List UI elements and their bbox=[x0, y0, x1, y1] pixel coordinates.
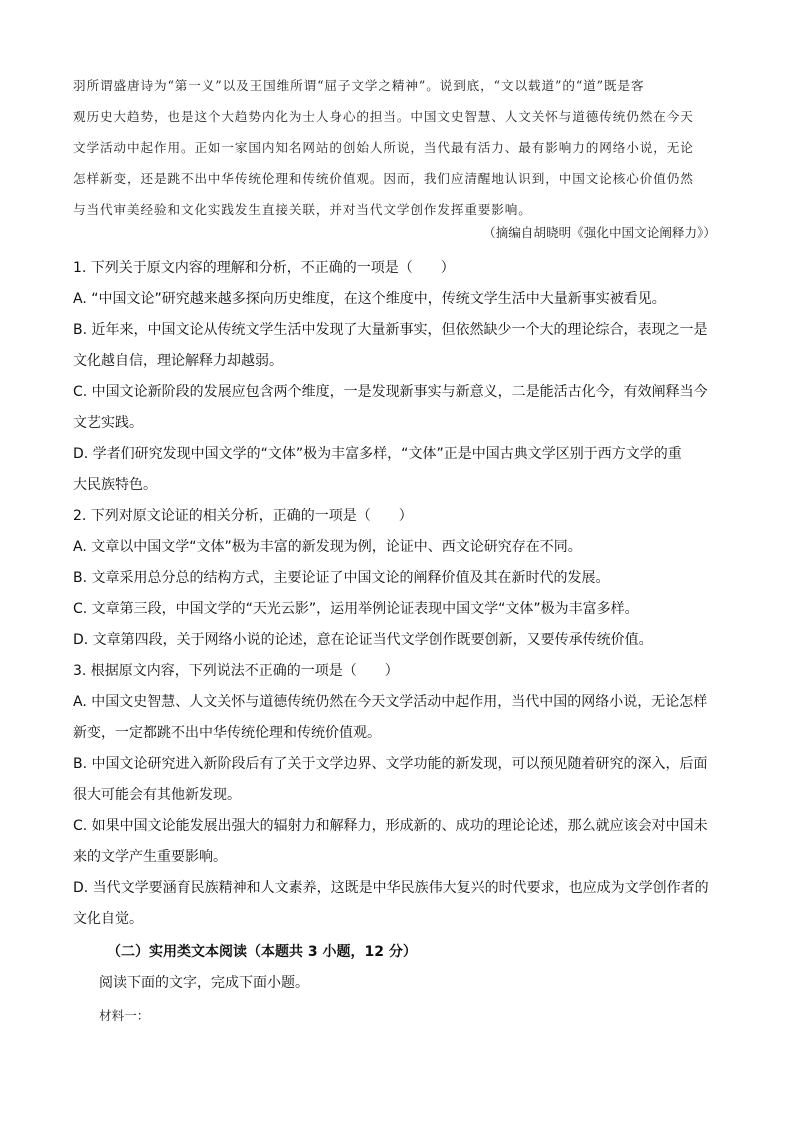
q1-option-c: C. 中国文论新阶段的发展应包含两个维度，一是发现新事实与新意义，二是能活古化今，有效阐释当今 bbox=[73, 384, 708, 400]
question-block bbox=[73, 253, 723, 935]
q2-option-d: D. 文章第四段，关于网络小说的论述，意在论证当代文学创作既要创新，又要传承传统价值。 bbox=[73, 632, 653, 648]
q3-option-c-cont: 来的文学产生重要影响。 bbox=[73, 849, 227, 865]
passage-line: 怎样新变，还是跳不出中华传统伦理和传统价值观。因而，我们应清醒地认识到，中国文论核心价值仍然 bbox=[73, 171, 694, 186]
question-2-stem: 2. 下列对原文论证的相关分析，正确的一项是（ ） bbox=[73, 508, 413, 524]
passage-line: 文学活动中起作用。正如一家国内知名网站的创始人所说，当代最有活力、最有影响力的网络小说，无论 bbox=[73, 140, 694, 155]
q3-option-b: B. 中国文论研究进入新阶段后有了关于文学边界、文学功能的新发现，可以预见随着研究的深入，后面 bbox=[73, 756, 708, 772]
source-citation: （摘编自胡晓明《强化中国文论阐释力》） bbox=[483, 225, 716, 240]
material-label: 材料一： bbox=[99, 1008, 150, 1023]
q3-option-b-cont: 很大可能会有其他新发现。 bbox=[73, 787, 241, 803]
q3-option-d-cont: 文化自觉。 bbox=[73, 911, 143, 927]
q1-option-b-cont: 文化越自信，理论解释力却越弱。 bbox=[73, 353, 283, 369]
passage-text bbox=[73, 70, 723, 225]
q2-option-c: C. 文章第三段，中国文学的“天光云影”，运用举例论证表现中国文学“文体”极为丰富多样。 bbox=[73, 601, 639, 617]
question-3-stem: 3. 根据原文内容，下列说法不正确的一项是（ ） bbox=[73, 663, 399, 679]
question-1-stem: 1. 下列关于原文内容的理解和分析，不正确的一项是（ ） bbox=[73, 260, 455, 276]
q1-option-a: A. “中国文论”研究越来越多探向历史维度，在这个维度中，传统文学生活中大量新事实被看见。 bbox=[73, 291, 666, 307]
q2-option-a: A. 文章以中国文学“文体”极为丰富的新发现为例，论证中、西文论研究存在不同。 bbox=[73, 539, 582, 555]
passage-line: 羽所谓盛唐诗为“第一义”以及王国维所谓“屈子文学之精神”。说到底，“文以载道”的“道”既是客 bbox=[73, 78, 645, 93]
q2-option-b: B. 文章采用总分总的结构方式，主要论证了中国文论的阐释价值及其在新时代的发展。 bbox=[73, 570, 610, 586]
reading-instruction: 阅读下面的文字，完成下面小题。 bbox=[99, 975, 309, 991]
q1-option-b: B. 近年来，中国文论从传统文学生活中发现了大量新事实，但依然缺少一个大的理论综合，表现之一是 bbox=[73, 322, 708, 338]
passage-line: 与当代审美经验和文化实践发生直接关联，并对当代文学创作发挥重要影响。 bbox=[73, 202, 532, 217]
passage-line: 观历史大趋势，也是这个大趋势内化为士人身心的担当。中国文史智慧、人文关怀与道德传统仍然在今天 bbox=[73, 109, 694, 124]
q1-option-d-cont: 大民族特色。 bbox=[73, 477, 157, 493]
q1-option-c-cont: 文艺实践。 bbox=[73, 415, 143, 431]
q1-option-d: D. 学者们研究发现中国文学的“文体”极为丰富多样，“文体”正是中国古典文学区别于西方文学的重 bbox=[73, 446, 682, 462]
q3-option-a-cont: 新变，一定都跳不出中华传统伦理和传统价值观。 bbox=[73, 725, 381, 741]
q3-option-d: D. 当代文学要涵育民族精神和人文素养，这既是中华民族伟大复兴的时代要求，也应成为文学创作者的 bbox=[73, 880, 709, 896]
q3-option-c: C. 如果中国文论能发展出强大的辐射力和解释力，形成新的、成功的理论论述，那么就应该会对中国未 bbox=[73, 818, 708, 834]
q3-option-a: A. 中国文史智慧、人文关怀与道德传统仍然在今天文学活动中起作用，当代中国的网络小说，无论怎样 bbox=[73, 694, 708, 710]
section-heading: （二）实用类文本阅读（本题共 3 小题，12 分） bbox=[107, 944, 417, 960]
